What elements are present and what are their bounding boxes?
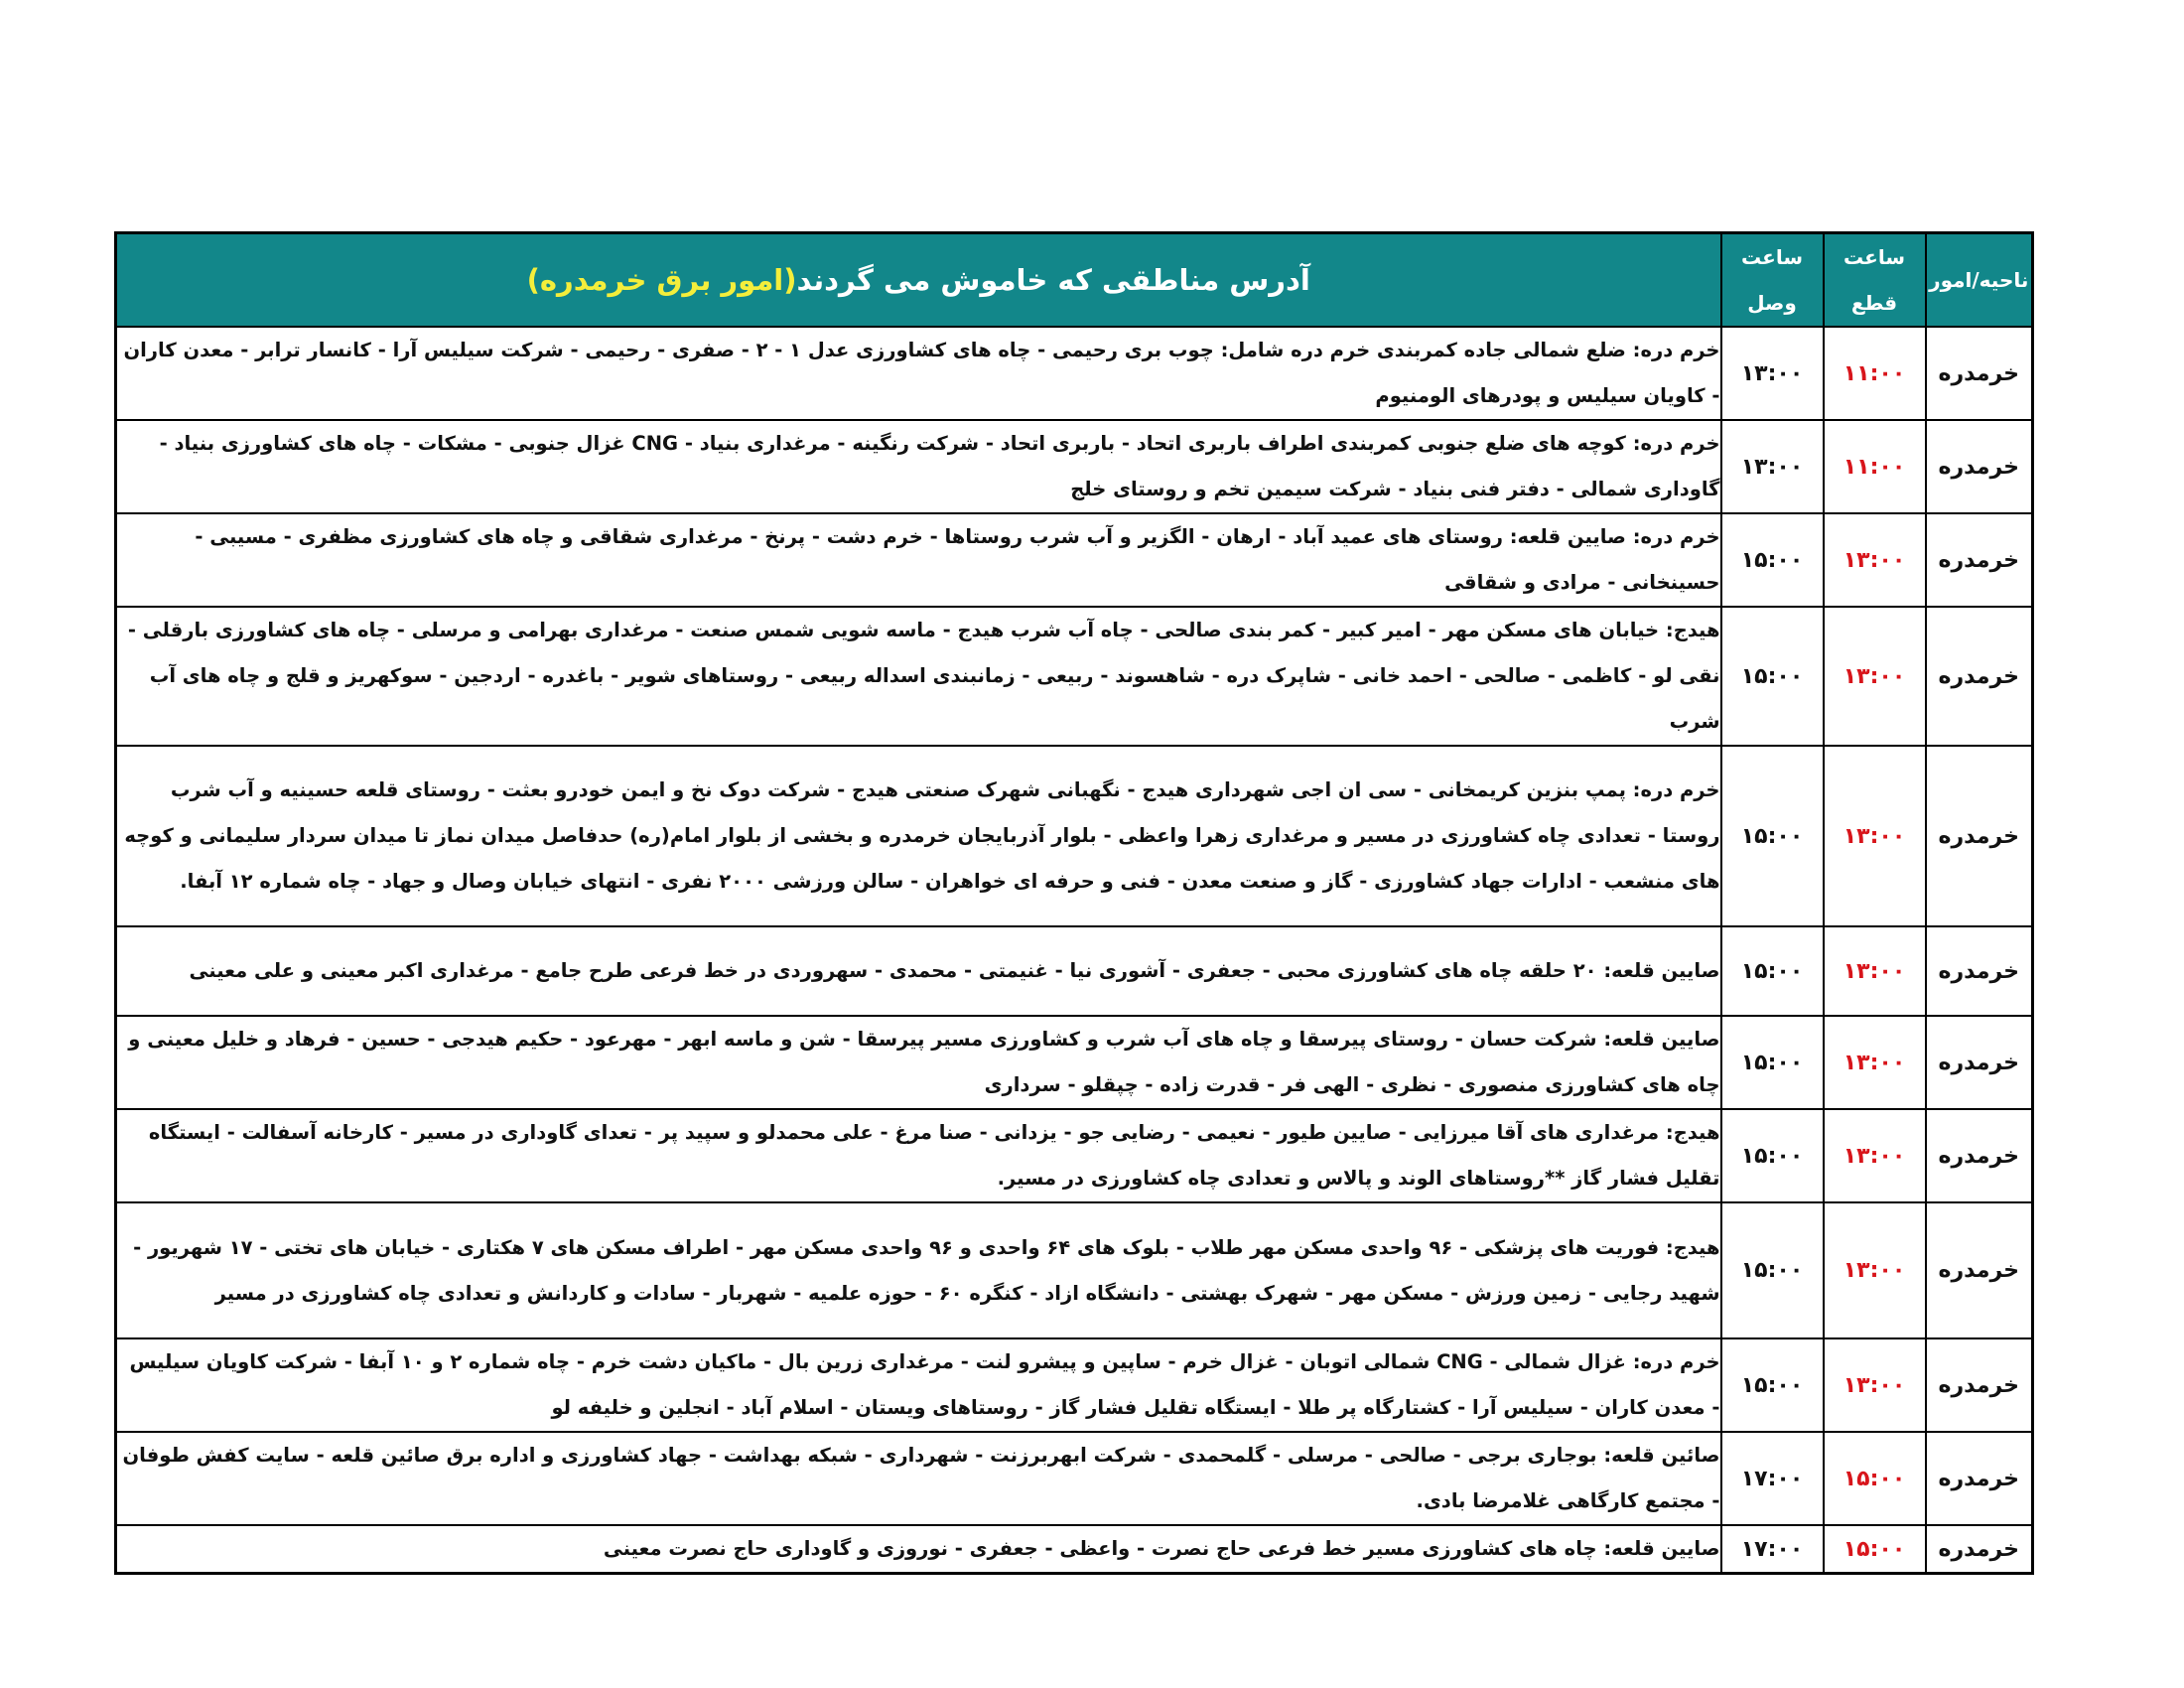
region-cell: خرمدره [1926,1338,2033,1432]
connect-time-cell: ۱۵:۰۰ [1721,926,1824,1016]
region-cell: خرمدره [1926,926,2033,1016]
region-cell: خرمدره [1926,513,2033,607]
outage-table [114,231,2034,1575]
connect-time-cell: ۱۷:۰۰ [1721,1432,1824,1525]
outage-schedule-sheet [114,231,2034,1575]
cut-time-cell: ۱۳:۰۰ [1824,1202,1926,1338]
region-cell: خرمدره [1926,420,2033,513]
region-cell: خرمدره [1926,327,2033,420]
connect-time-cell: ۱۵:۰۰ [1721,607,1824,746]
table-row [116,1016,2033,1109]
cut-time-cell: ۱۵:۰۰ [1824,1525,1926,1574]
conn-header-line2: وصل [1747,291,1797,315]
address-cell: صایین قلعه: شرکت حسان - روستای پیرسقا و چاه های آب شرب و کشاورزی مسیر پیرسقا - شن و ماسه ابهر - مهرعود - حکیم هیدجی - حسین - فرهاد و خلیل معینی و چاه های کشاورزی منصوری - نظری - الهی فر - قدرت زاده - چپقلو - سرداری [116,1016,1721,1109]
connect-time-column-header [1721,233,1824,328]
connect-time-cell: ۱۵:۰۰ [1721,1109,1824,1202]
table-row [116,420,2033,513]
cut-time-cell: ۱۵:۰۰ [1824,1432,1926,1525]
cut-time-column-header [1824,233,1926,328]
conn-header-line1: ساعت [1740,245,1803,269]
table-title: آدرس مناطقی که خاموش می گردند [796,263,1310,297]
connect-time-cell: ۱۵:۰۰ [1721,1338,1824,1432]
region-cell: خرمدره [1926,1432,2033,1525]
table-row [116,746,2033,926]
address-cell: خرم دره: کوچه های ضلع جنوبی کمربندی اطراف باربری اتحاد - باربری اتحاد - شرکت رنگینه - مرغداری بنیاد - CNG غزال جنوبی - مشکات - چاه های کشاورزی بنیاد - گاوداری شمالی - دفتر فنی بنیاد - شرکت سیمین تخم و روستای خلج [116,420,1721,513]
address-cell: صایین قلعه: ۲۰ حلقه چاه های کشاورزی محبی - جعفری - آشوری نیا - غنیمتی - محمدی - سهروردی در خط فرعی طرح جامع - مرغداری اکبر معینی و علی معینی [116,926,1721,1016]
table-row [116,1202,2033,1338]
address-cell: خرم دره: ضلع شمالی جاده کمربندی خرم دره شامل: چوب بری رحیمی - چاه های کشاورزی عدل ۱ - ۲ - صفری - رحیمی - شرکت سیلیس آرا - کانسار ترابر - معدن کاران - کاویان سیلیس و پودرهای الومنیوم [116,327,1721,420]
region-cell: خرمدره [1926,746,2033,926]
region-cell: خرمدره [1926,1202,2033,1338]
address-cell: صایین قلعه: چاه های کشاورزی مسیر خط فرعی حاج نصرت - واعظی - جعفری - نوروزی و گاوداری حاج نصرت معینی [116,1525,1721,1574]
cut-time-cell: ۱۳:۰۰ [1824,926,1926,1016]
region-cell: خرمدره [1926,1525,2033,1574]
connect-time-cell: ۱۵:۰۰ [1721,1016,1824,1109]
cut-time-cell: ۱۱:۰۰ [1824,327,1926,420]
connect-time-cell: ۱۵:۰۰ [1721,513,1824,607]
connect-time-cell: ۱۵:۰۰ [1721,1202,1824,1338]
table-row [116,1525,2033,1574]
cut-time-cell: ۱۳:۰۰ [1824,607,1926,746]
address-cell: هیدج: مرغداری های آقا میرزایی - صایین طیور - نعیمی - رضایی جو - یزدانی - صنا مرغ - علی محمدلو و سپید پر - تعدای گاوداری در مسیر - کارخانه آسفالت - ایستگاه تقلیل فشار گاز **روستاهای الوند و پالاس و تعدادی چاه کشاورزی در مسیر. [116,1109,1721,1202]
cut-time-cell: ۱۳:۰۰ [1824,513,1926,607]
table-row [116,1338,2033,1432]
region-cell: خرمدره [1926,1109,2033,1202]
cut-time-cell: ۱۳:۰۰ [1824,1338,1926,1432]
address-cell: خرم دره: صایین قلعه: روستای های عمید آباد - ارهان - الگزیر و آب شرب روستاها - خرم دشت - پرنخ - مرغداری شقاقی و چاه های کشاورزی مظفری - مسیبی - حسینخانی - مرادی و شقاقی [116,513,1721,607]
address-cell: صائین قلعه: بوجاری برجی - صالحی - مرسلی - گلمحمدی - شرکت ابهربرزنت - شهرداری - شبکه بهداشت - جهاد کشاورزی و اداره برق صائین قلعه - سایت کفش طوفان - مجتمع کارگاهی غلامرضا بادی. [116,1432,1721,1525]
address-column-header [116,233,1721,328]
region-header-label: ناحیه/امور [1929,268,2029,292]
address-cell: خرم دره: پمپ بنزین کریمخانی - سی ان اجی شهرداری هیدج - نگهبانی شهرک صنعتی هیدج - شرکت دوک نخ و ایمن خودرو بعثت - روستای قلعه حسینیه و آب شرب روستا - تعدادی چاه کشاورزی در مسیر و مرغداری زهرا واعظی - بلوار آذربایجان خرمدره و بخشی از بلوار امام(ره) حدفاصل میدان نماز تا میدان سردار سلیمانی و کوچه های منشعب - ادارات جهاد کشاورزی - گاز و صنعت معدن - فنی و حرفه ای خواهران - سالن ورزشی ۲۰۰۰ نفری - انتهای خیابان وصال و جهاد - چاه شماره ۱۲ آبفا. [116,746,1721,926]
connect-time-cell: ۱۵:۰۰ [1721,746,1824,926]
cut-header-line2: قطع [1850,291,1898,315]
table-row [116,1432,2033,1525]
region-cell: خرمدره [1926,1016,2033,1109]
connect-time-cell: ۱۳:۰۰ [1721,327,1824,420]
table-row [116,926,2033,1016]
table-row [116,513,2033,607]
table-row [116,607,2033,746]
table-header-row [116,233,2033,328]
cut-time-cell: ۱۳:۰۰ [1824,746,1926,926]
cut-header-line1: ساعت [1843,245,1905,269]
connect-time-cell: ۱۷:۰۰ [1721,1525,1824,1574]
region-cell: خرمدره [1926,607,2033,746]
table-title-accent: (امور برق خرمدره) [526,263,797,297]
table-row [116,327,2033,420]
address-cell: خرم دره: غزال شمالی - CNG شمالی اتوبان - غزال خرم - ساپین و پیشرو لنت - مرغداری زرین بال - ماکیان دشت خرم - چاه شماره ۲ و ۱۰ آبفا - شرکت کاویان سیلیس - معدن کاران - سیلیس آرا - کشتارگاه پر طلا - ایستگاه تقلیل فشار گاز - روستاهای ویستان - اسلام آباد - انجلین و خلیفه لو [116,1338,1721,1432]
address-cell: هیدج: فوریت های پزشکی - ۹۶ واحدی مسکن مهر طلاب - بلوک های ۶۴ واحدی و ۹۶ واحدی مسکن مهر - اطراف مسکن های ۷ هکتاری - خیابان های تختی - ۱۷ شهریور - شهید رجایی - زمین ورزش - مسکن مهر - شهرک بهشتی - دانشگاه ازاد - کنگره ۶۰ - حوزه علمیه - شهربار - سادات و کاردانش و تعدادی چاه کشاورزی در مسیر [116,1202,1721,1338]
cut-time-cell: ۱۳:۰۰ [1824,1016,1926,1109]
cut-time-cell: ۱۱:۰۰ [1824,420,1926,513]
table-row [116,1109,2033,1202]
connect-time-cell: ۱۳:۰۰ [1721,420,1824,513]
address-cell: هیدج: خیابان های مسکن مهر - امیر کبیر - کمر بندی صالحی - چاه آب شرب هیدج - ماسه شویی شمس صنعت - مرغداری بهرامی و مرسلی - چاه های کشاورزی بارقلی - نقی لو - کاظمی - صالحی - احمد خانی - شاپرک دره - شاهسوند - ربیعی - زمانبندی اسداله ربیعی - روستاهای شویر - باغدره - اردجین - سوکهریز و قلج و چاه های آب شرب [116,607,1721,746]
region-column-header [1926,233,2033,328]
cut-time-cell: ۱۳:۰۰ [1824,1109,1926,1202]
